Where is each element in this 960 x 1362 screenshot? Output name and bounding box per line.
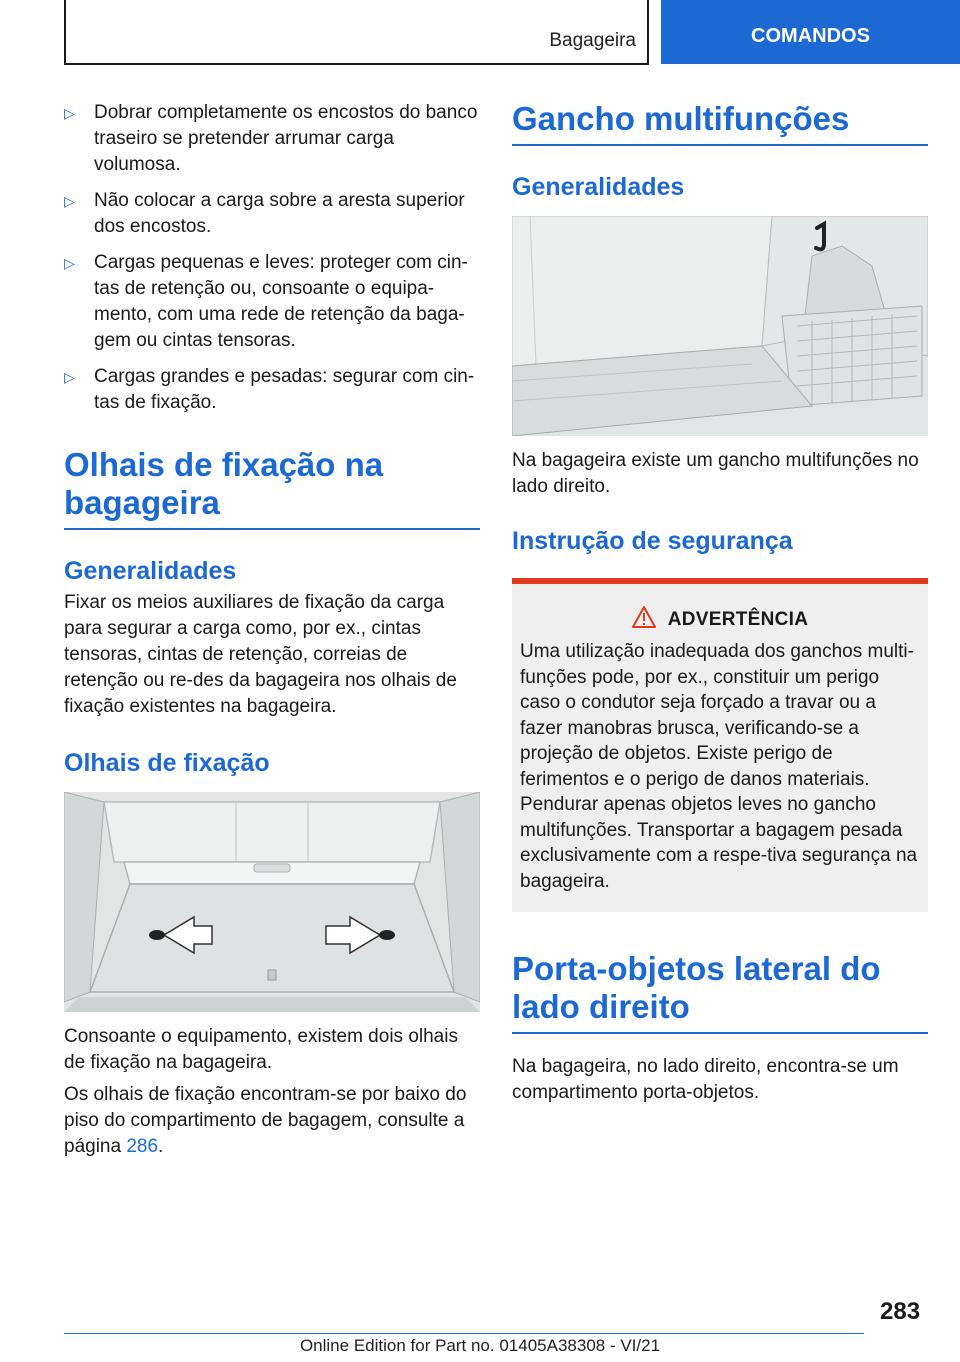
heading-side-compartment: Porta-objetos lateral do lado direito — [512, 950, 928, 1034]
caption-text: Os olhais de fixação encontram-se por baixo do piso do compartimento de bagagem, consulte a página — [64, 1084, 467, 1157]
list-item — [64, 188, 480, 240]
page-number: 283 — [880, 1298, 921, 1325]
footer-rule — [64, 1333, 864, 1334]
list-item — [64, 100, 480, 178]
edition-footer: Online Edition for Part no. 01405A38308 - VI/21 — [299, 1336, 661, 1355]
triangle-bullet-icon: ▷ — [64, 255, 75, 271]
heading-multifunction-hook: Gancho multifunções — [512, 100, 928, 146]
list-item — [64, 250, 480, 354]
section-title: Bagageira — [549, 30, 636, 51]
page-reference-link[interactable]: 286 — [126, 1136, 159, 1157]
list-item — [64, 364, 480, 416]
warning-title: ADVERTÊNCIA — [667, 608, 809, 630]
warning-triangle-icon — [632, 606, 656, 633]
luggage-compartment-illustration — [64, 792, 480, 1012]
left-column — [64, 100, 480, 1160]
header-rule-right — [647, 0, 649, 64]
triangle-bullet-icon: ▷ — [64, 193, 75, 209]
list-item-text: Não colocar a carga sobre a aresta superior dos encostos. — [94, 190, 465, 237]
warning-text: Uma utilização inadequada dos ganchos multi-funções pode, por ex., constituir um perigo caso o condutor seja forçado a travar ou a fazer manobras brusca, verificando-se a projeção de objetos. Existe perigo de ferimentos e o perigo de danos materiais. Pendurar apenas objetos leves no gancho multifunções. Transportar a bagagem pesada exclusivamente com a respe-tiva segurança na bagageira. — [520, 641, 918, 892]
side-compartment-paragraph: Na bagageira, no lado direito, encontra-se um compartimento porta-objetos. — [512, 1056, 899, 1103]
triangle-bullet-icon: ▷ — [64, 369, 75, 385]
right-column — [512, 100, 928, 1106]
chapter-tab[interactable] — [661, 0, 960, 64]
subheading-general: Generalidades — [512, 173, 685, 201]
caption-text-end: . — [158, 1136, 164, 1157]
figure-caption-2 — [64, 1082, 480, 1160]
subheading-safety: Instrução de segurança — [512, 527, 793, 555]
general-paragraph: Fixar os meios auxiliares de fixação da carga para segurar a carga como, por ex., cintas tensoras, cintas de retenção, correias de retenção ou re-des da bagageira nos olhais de fixação existentes na bagageira. — [64, 592, 457, 717]
heading-lashing-eyes: Olhais de fixação na bagageira — [64, 446, 480, 530]
header-rule-bottom — [64, 63, 649, 65]
triangle-bullet-icon: ▷ — [64, 105, 75, 121]
loading-tips-list — [64, 100, 480, 416]
multifunction-hook-illustration — [512, 216, 928, 436]
subheading-general: Generalidades — [64, 557, 237, 585]
chapter-tab-label: COMANDOS — [751, 24, 870, 47]
warning-header — [520, 606, 920, 633]
figure-caption-1: Consoante o equipamento, existem dois olhais de fixação na bagageira. — [64, 1026, 458, 1073]
warning-box — [512, 578, 928, 912]
list-item-text: Cargas grandes e pesadas: segurar com cin-tas de fixação. — [94, 366, 475, 413]
list-item-text: Cargas pequenas e leves: proteger com cin-tas de retenção ou, consoante o equipa-mento, com uma rede de retenção da baga-gem ou cintas tensoras. — [94, 252, 468, 351]
list-item-text: Dobrar completamente os encostos do banco traseiro se pretender arrumar carga volumosa. — [94, 102, 478, 175]
subheading-lashing-eyes: Olhais de fixação — [64, 749, 270, 777]
hook-paragraph: Na bagageira existe um gancho multifunções no lado direito. — [512, 450, 919, 497]
header-rule-left — [64, 0, 66, 64]
